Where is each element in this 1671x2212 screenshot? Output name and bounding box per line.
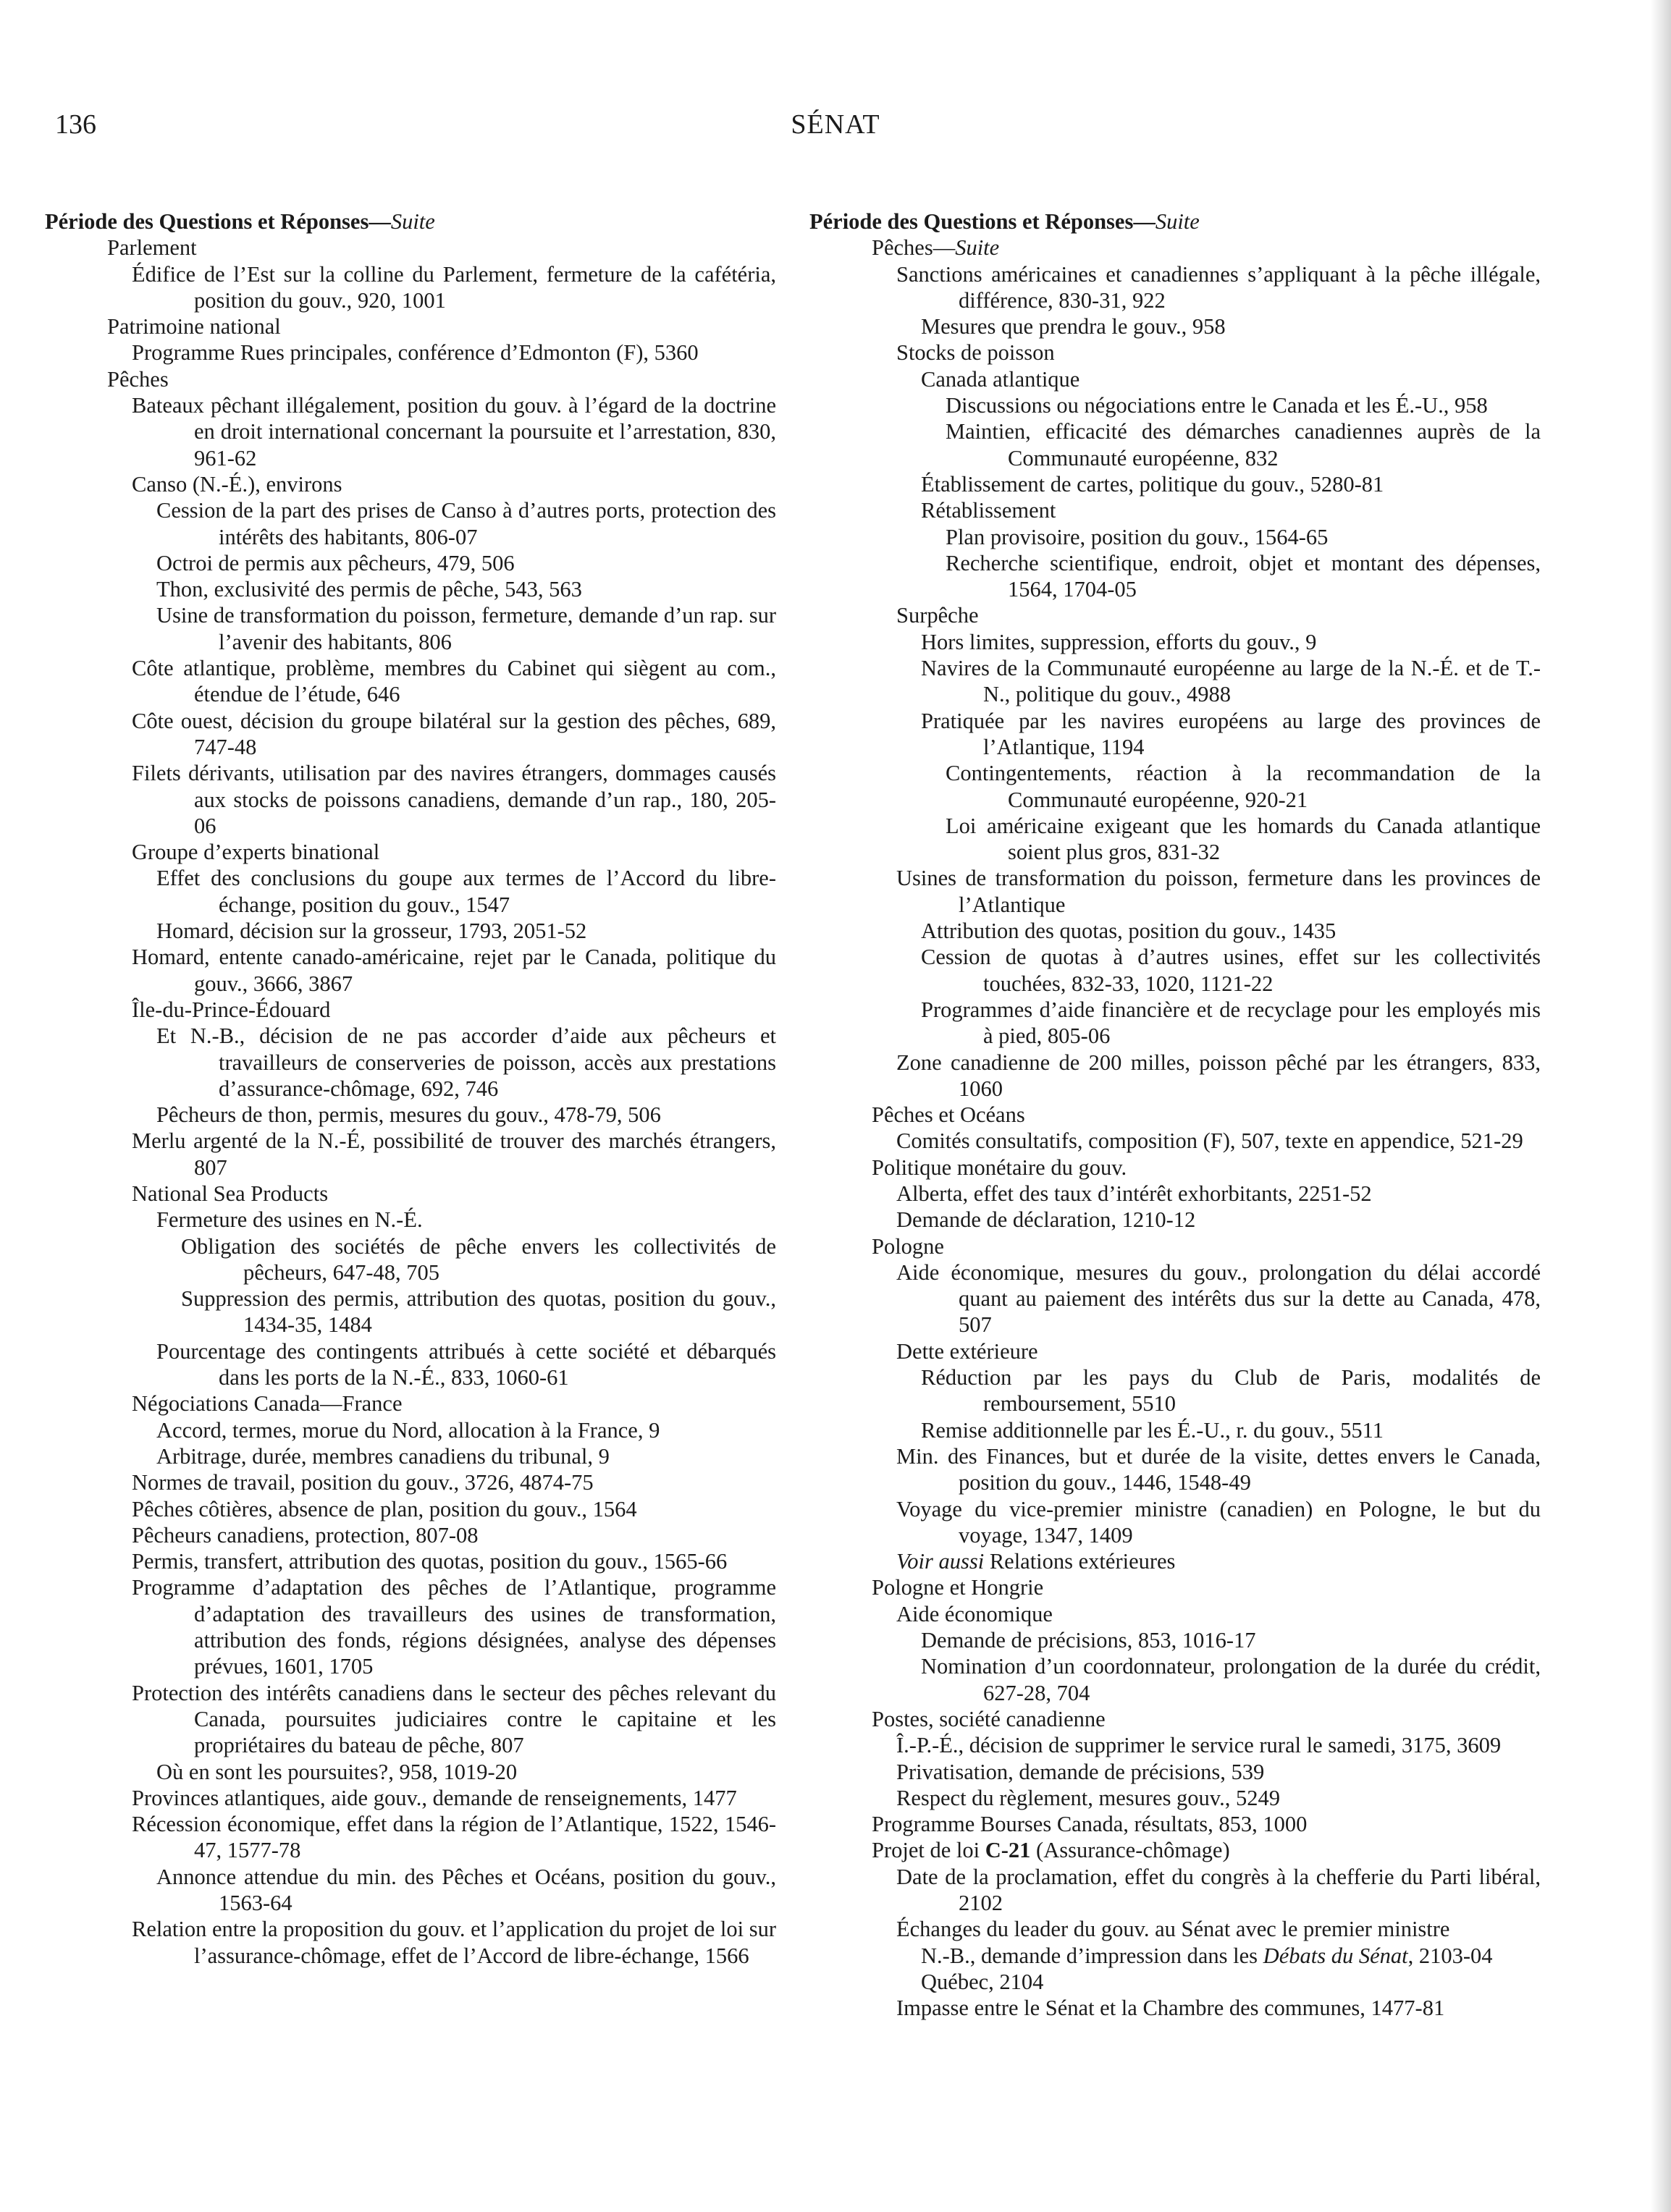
entry-text: Usine de transformation du poisson, fermeture, demande d’un rap. sur l’avenir des habitants, 806 (156, 603, 776, 654)
entry-text: Impasse entre le Sénat et la Chambre des communes, 1477-81 (896, 1996, 1445, 2021)
entry-text: Établissement de cartes, politique du gouv., 5280-81 (921, 471, 1384, 497)
entry-text: Voyage du vice-premier ministre (canadien) en Pologne, le but du voyage, 1347, 1409 (896, 1496, 1541, 1548)
index-entry (809, 1574, 1541, 1600)
index-entry (45, 1916, 776, 1969)
entry-text: Loi américaine exigeant que les homards du Canada atlantique soient plus gros, 831-32 (946, 813, 1541, 865)
index-entry (809, 1969, 1541, 1995)
entry-text: Hors limites, suppression, efforts du gouv., 9 (921, 629, 1317, 654)
index-entry (809, 865, 1541, 918)
entry-text: Mesures que prendra le gouv., 958 (921, 314, 1226, 339)
index-entry (809, 1128, 1541, 1154)
page-edge-shadow (1651, 0, 1671, 2212)
index-entry (45, 865, 776, 918)
index-entry (809, 1785, 1541, 1811)
index-entry (809, 1417, 1541, 1443)
see-also-label: Voir aussi (896, 1549, 985, 1574)
entry-text: Postes, société canadienne (872, 1706, 1106, 1731)
entry-text: Rétablissement (921, 498, 1056, 523)
entry-text: Relations extérieures (984, 1549, 1176, 1574)
index-heading (45, 208, 776, 235)
index-entry (809, 1233, 1541, 1259)
entry-text: Sanctions américaines et canadiennes s’appliquant à la pêche illégale, différence, 830-31, 922 (896, 261, 1541, 313)
entry-text: National Sea Products (132, 1181, 329, 1206)
entry-text: Normes de travail, position du gouv., 3726, 4874-75 (132, 1470, 594, 1495)
entry-text: Pologne (872, 1233, 944, 1259)
index-entry (45, 1811, 776, 1864)
entry-text: Dette extérieure (896, 1338, 1038, 1364)
entry-text: Québec, 2104 (921, 1969, 1044, 1994)
entry-text: Pêcheurs de thon, permis, mesures du gouv., 478-79, 506 (156, 1102, 661, 1128)
index-entry (45, 1102, 776, 1128)
entry-text: Permis, transfert, attribution des quotas, position du gouv., 1565-66 (132, 1549, 728, 1574)
entry-text: Où en sont les poursuites?, 958, 1019-20 (156, 1759, 518, 1784)
index-entry (809, 1811, 1541, 1837)
entry-text: Aide économique, mesures du gouv., prolongation du délai accordé quant au paiement des intérêts dus sur la dette au Canada, 478, 507 (896, 1259, 1541, 1338)
index-entry (809, 602, 1541, 628)
entry-text: Côte atlantique, problème, membres du Cabinet qui siègent au com., étendue de l’étude, 646 (132, 656, 776, 707)
entry-text: Effet des conclusions du goupe aux termes de l’Accord du libre-échange, position du gouv., 1547 (156, 866, 776, 917)
index-entry (45, 1574, 776, 1679)
index-entry (45, 602, 776, 655)
index-entry (45, 471, 776, 497)
entry-text: Programme Bourses Canada, résultats, 853, 1000 (872, 1812, 1308, 1837)
bill-number: C-21 (985, 1838, 1031, 1863)
entry-text-tail: , 2103-04 (1407, 1943, 1493, 1968)
page-number: 136 (55, 109, 96, 140)
entry-text: Programme d’adaptation des pêches de l’Atlantique, programme d’adaptation des travailleurs des usines de transformation, attribution des fonds, régions désignées, analyse des dépenses prévues, 1601, 1705 (132, 1575, 776, 1679)
entry-text: Pêches côtières, absence de plan, position du gouv., 1564 (132, 1496, 637, 1521)
index-entry (809, 339, 1541, 366)
index-entry (45, 1023, 776, 1102)
index-entry (809, 1653, 1541, 1706)
entry-text: Pêches et Océans (872, 1102, 1025, 1128)
entry-text: Alberta, effet des taux d’intérêt exhorbitants, 2251-52 (896, 1181, 1372, 1206)
entry-text: Cession de quotas à d’autres usines, effet sur les collectivités touchées, 832-33, 1020, 1121-22 (921, 945, 1541, 996)
index-entry (45, 235, 776, 261)
entry-text: Pratiquée par les navires européens au large des provinces de l’Atlantique, 1194 (921, 708, 1541, 759)
entry-text: Navires de la Communauté européenne au large de la N.-É. et de T.-N., politique du gouv., 4988 (921, 656, 1541, 707)
index-entry (45, 1286, 776, 1338)
index-entry (45, 366, 776, 392)
entry-text: Contingentements, réaction à la recommandation de la Communauté européenne, 920-21 (946, 761, 1541, 812)
index-entry (45, 997, 776, 1023)
index-entry (45, 655, 776, 708)
entry-text: Aide économique (896, 1601, 1053, 1626)
index-column-left (45, 208, 776, 1969)
index-entry (809, 629, 1541, 655)
index-entry (45, 1680, 776, 1759)
index-entry (809, 1759, 1541, 1785)
entry-text: Canso (N.-É.), environs (132, 471, 342, 497)
index-entry (809, 1102, 1541, 1128)
index-entry (45, 497, 776, 550)
entry-text: N.-B., demande d’impression dans les (921, 1943, 1263, 1968)
entry-text: Maintien, efficacité des démarches canadiennes auprès de la Communauté européenne, 832 (946, 419, 1541, 470)
index-entry (45, 1390, 776, 1417)
index-entry (809, 708, 1541, 761)
entry-text: Protection des intérêts canadiens dans le secteur des pêches relevant du Canada, poursuites judiciaires contre le capitaine et les propriétaires du bateau de pêche, 807 (132, 1680, 776, 1758)
publication-title: Débats du Sénat (1263, 1943, 1408, 1968)
entry-text: Pêches (107, 366, 169, 392)
entry-text: Stocks de poisson (896, 340, 1055, 366)
entry-text: Cession de la part des prises de Canso à d’autres ports, protection des intérêts des habitants, 806-07 (156, 498, 776, 549)
entry-text: Négociations Canada—France (132, 1391, 403, 1417)
index-entry (45, 1207, 776, 1233)
index-entry (45, 1759, 776, 1785)
entry-text: Privatisation, demande de précisions, 539 (896, 1759, 1265, 1784)
entry-text: Discussions ou négociations entre le Canada et les É.-U., 958 (946, 393, 1488, 418)
running-head: SÉNAT (791, 109, 880, 140)
entry-text: Pologne et Hongrie (872, 1575, 1044, 1600)
index-entry (809, 1259, 1541, 1338)
index-entry (809, 1732, 1541, 1758)
index-entry (45, 392, 776, 471)
entry-text: Canada atlantique (921, 366, 1080, 392)
entry-text-tail: (Assurance-chômage) (1030, 1838, 1230, 1863)
index-entry (45, 1469, 776, 1495)
index-entry (45, 1864, 776, 1917)
entry-text: Pêches— (872, 235, 956, 261)
index-entry (809, 1995, 1541, 2021)
index-entry (809, 524, 1541, 550)
index-entry (45, 313, 776, 339)
entry-text: Accord, termes, morue du Nord, allocation à la France, 9 (156, 1417, 660, 1443)
entry-text: Groupe d’experts binational (132, 840, 380, 865)
index-entry (809, 813, 1541, 866)
index-entry (809, 313, 1541, 339)
index-entry (45, 261, 776, 314)
index-entry (809, 471, 1541, 497)
index-entry (45, 708, 776, 761)
entry-text: Programme Rues principales, conférence d’Edmonton (F), 5360 (132, 340, 699, 366)
index-heading (809, 208, 1541, 235)
entry-text: Arbitrage, durée, membres canadiens du tribunal, 9 (156, 1443, 610, 1469)
index-entry (809, 497, 1541, 523)
index-entry (45, 1548, 776, 1574)
entry-text: Projet de loi (872, 1838, 985, 1863)
entry-text: Bateaux pêchant illégalement, position du gouv. à l’égard de la doctrine en droit international concernant la poursuite et l’arrestation, 830, 961-62 (132, 393, 776, 470)
entry-text: Plan provisoire, position du gouv., 1564-65 (946, 524, 1329, 549)
index-entry (809, 235, 1541, 261)
index-entry (809, 1601, 1541, 1627)
index-entry (809, 1364, 1541, 1417)
entry-text: Provinces atlantiques, aide gouv., demande de renseignements, 1477 (132, 1785, 737, 1810)
index-entry (45, 944, 776, 997)
entry-text: Attribution des quotas, position du gouv., 1435 (921, 919, 1337, 944)
index-entry (809, 1496, 1541, 1549)
index-entry (45, 760, 776, 839)
index-entry (809, 1916, 1541, 1942)
index-entry (45, 1496, 776, 1522)
index-entry (45, 839, 776, 865)
entry-text: Récession économique, effet dans la région de l’Atlantique, 1522, 1546-47, 1577-78 (132, 1812, 776, 1863)
suite-label: Suite (1155, 209, 1200, 234)
entry-text: Réduction par les pays du Club de Paris, modalités de remboursement, 5510 (921, 1365, 1541, 1417)
entry-text: Obligation des sociétés de pêche envers les collectivités de pêcheurs, 647-48, 705 (181, 1233, 776, 1285)
entry-text: Relation entre la proposition du gouv. et l’application du projet de loi sur l’assurance-chômage, effet de l’Accord de libre-échange, 1566 (132, 1917, 776, 1968)
index-entry (809, 1706, 1541, 1732)
entry-text: Côte ouest, décision du groupe bilatéral sur la gestion des pêches, 689, 747-48 (132, 708, 776, 759)
entry-text: Thon, exclusivité des permis de pêche, 543, 563 (156, 577, 582, 602)
entry-text: Comités consultatifs, composition (F), 507, texte en appendice, 521-29 (896, 1128, 1523, 1154)
index-entry (809, 1837, 1541, 1863)
entry-text: Respect du règlement, mesures gouv., 5249 (896, 1785, 1280, 1810)
entry-text: Min. des Finances, but et durée de la visite, dettes envers le Canada, position du gouv., 1446, 1548-49 (896, 1443, 1541, 1495)
entry-text: Parlement (107, 235, 197, 261)
entry-text: Demande de précisions, 853, 1016-17 (921, 1628, 1256, 1653)
entry-text: Merlu argenté de la N.-É, possibilité de trouver des marchés étrangers, 807 (132, 1128, 776, 1180)
index-entry (45, 1417, 776, 1443)
index-entry (809, 392, 1541, 418)
index-entry (809, 1627, 1541, 1653)
index-entry (45, 1522, 776, 1548)
index-entry (809, 760, 1541, 813)
entry-text: Date de la proclamation, effet du congrès à la chefferie du Parti libéral, 2102 (896, 1864, 1541, 1915)
entry-text: Période des Questions et Réponses— (45, 209, 391, 234)
entry-text: Programmes d’aide financière et de recyclage pour les employés mis à pied, 805-06 (921, 997, 1541, 1049)
entry-text: Patrimoine national (107, 314, 281, 339)
index-entry (45, 550, 776, 576)
index-entry (809, 1443, 1541, 1496)
index-entry (45, 1338, 776, 1391)
suite-label: Suite (955, 235, 1000, 261)
index-entry (45, 1181, 776, 1207)
index-entry (809, 550, 1541, 603)
index-entry (45, 918, 776, 944)
entry-text: Fermeture des usines en N.-É. (156, 1207, 423, 1233)
index-entry (809, 997, 1541, 1050)
index-entry (809, 944, 1541, 997)
index-entry (809, 1864, 1541, 1917)
entry-text: Édifice de l’Est sur la colline du Parlement, fermeture de la cafétéria, position du gouv., 920, 1001 (132, 261, 776, 313)
entry-text: Remise additionnelle par les É.-U., r. du gouv., 5511 (921, 1417, 1384, 1443)
index-entry (45, 576, 776, 602)
entry-text: Homard, entente canado-américaine, rejet par le Canada, politique du gouv., 3666, 3867 (132, 945, 776, 996)
index-entry (809, 655, 1541, 708)
entry-text: Île-du-Prince-Édouard (132, 997, 331, 1022)
index-entry (809, 1338, 1541, 1364)
entry-text: Recherche scientifique, endroit, objet et montant des dépenses, 1564, 1704-05 (946, 550, 1541, 602)
entry-text: Demande de déclaration, 1210-12 (896, 1207, 1196, 1233)
entry-text: Zone canadienne de 200 milles, poisson pêché par les étrangers, 833, 1060 (896, 1050, 1541, 1101)
index-entry (809, 261, 1541, 314)
index-entry (809, 1943, 1541, 1969)
index-column-right (809, 208, 1541, 2021)
entry-text: Î.-P.-É., décision de supprimer le service rural le samedi, 3175, 3609 (896, 1733, 1502, 1758)
index-entry (45, 1233, 776, 1286)
index-entry (809, 1050, 1541, 1102)
index-entry (809, 1154, 1541, 1181)
index-entry (45, 1785, 776, 1811)
entry-text: Filets dérivants, utilisation par des navires étrangers, dommages causés aux stocks de poissons canadiens, demande d’un rap., 180, 205-06 (132, 761, 776, 838)
entry-text: Échanges du leader du gouv. au Sénat avec le premier ministre (896, 1917, 1450, 1942)
index-entry (809, 366, 1541, 392)
index-entry (45, 1443, 776, 1469)
index-entry (809, 1548, 1541, 1574)
entry-text: Politique monétaire du gouv. (872, 1154, 1127, 1180)
suite-label: Suite (390, 209, 435, 234)
entry-text: Pourcentage des contingents attribués à cette société et débarqués dans les ports de la N.-É., 833, 1060-61 (156, 1338, 776, 1390)
index-entry (809, 1207, 1541, 1233)
entry-text: Nomination d’un coordonnateur, prolongation de la durée du crédit, 627-28, 704 (921, 1654, 1541, 1705)
entry-text: Pêcheurs canadiens, protection, 807-08 (132, 1522, 479, 1548)
entry-text: Suppression des permis, attribution des quotas, position du gouv., 1434-35, 1484 (181, 1286, 776, 1338)
entry-text: Période des Questions et Réponses— (809, 209, 1156, 234)
entry-text: Homard, décision sur la grosseur, 1793, 2051-52 (156, 919, 587, 944)
entry-text: Octroi de permis aux pêcheurs, 479, 506 (156, 550, 515, 575)
index-entry (809, 918, 1541, 944)
index-entry (809, 418, 1541, 471)
entry-text: Annonce attendue du min. des Pêches et Océans, position du gouv., 1563-64 (156, 1864, 776, 1915)
entry-text: Usines de transformation du poisson, fermeture dans les provinces de l’Atlantique (896, 866, 1541, 917)
entry-text: Et N.-B., décision de ne pas accorder d’aide aux pêcheurs et travailleurs de conserveries de poisson, accès aux prestations d’assurance-chômage, 692, 746 (156, 1023, 776, 1101)
entry-text: Surpêche (896, 603, 979, 628)
index-entry (809, 1181, 1541, 1207)
index-entry (45, 1128, 776, 1181)
index-entry (45, 339, 776, 366)
